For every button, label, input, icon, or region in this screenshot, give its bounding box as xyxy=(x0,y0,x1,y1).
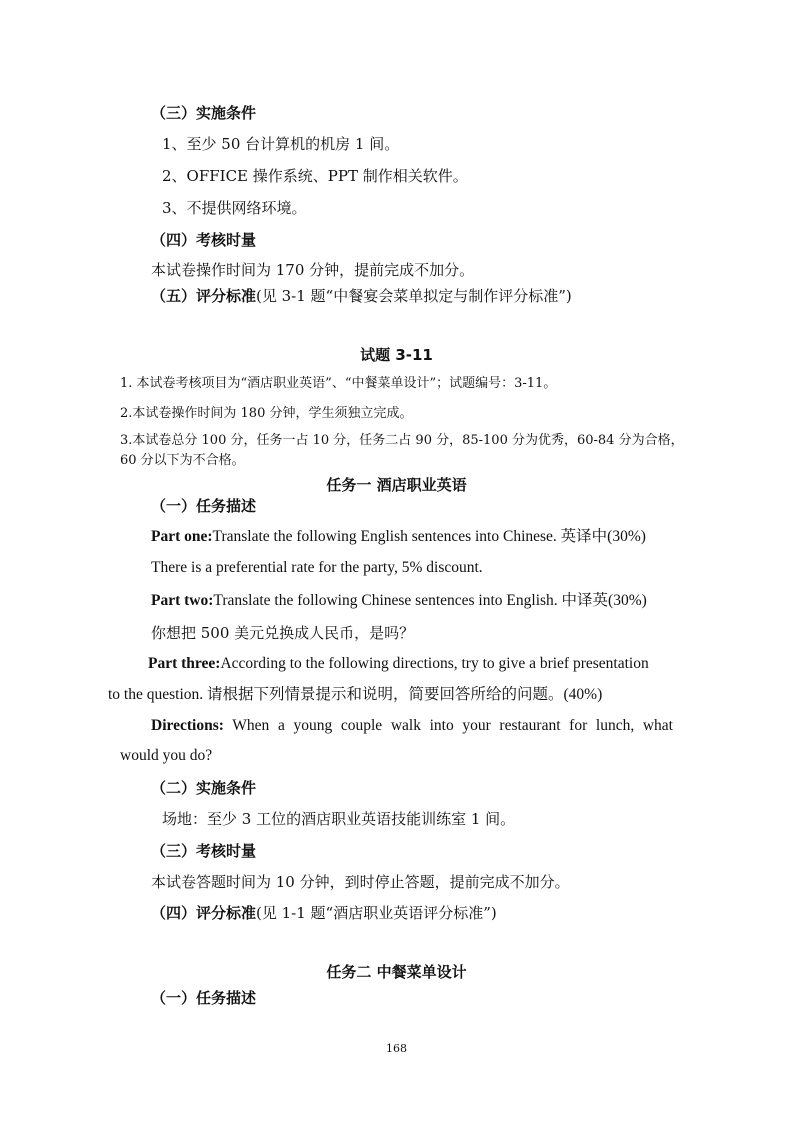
condition-item-2: 2、OFFICE 操作系统、PPT 制作相关软件。 xyxy=(162,167,468,185)
part-three-cont: to the question. 请根据下列情景提示和说明，简要回答所给的问题。(40%) xyxy=(108,686,603,703)
part-two-text: Translate the following Chinese sentences into English. 中译英(30%) xyxy=(213,592,647,609)
task2-title: 任务二 中餐菜单设计 xyxy=(326,963,467,981)
task1-conditions-text: 场地：至少 3 工位的酒店职业英语技能训练室 1 间。 xyxy=(162,810,516,828)
task1-time-heading: （三）考核时量 xyxy=(151,842,257,860)
task1-time-text: 本试卷答题时间为 10 分钟，到时停止答题，提前完成不加分。 xyxy=(151,873,570,891)
exam-note-4: 60 分以下为不合格。 xyxy=(120,453,245,468)
conditions-heading: （三）实施条件 xyxy=(151,104,257,122)
task1-title: 任务一 酒店职业英语 xyxy=(326,476,467,494)
directions-text: When a young couple walk into your restaurant for lunch, what xyxy=(232,717,673,734)
task1-desc-heading: （一）任务描述 xyxy=(151,497,257,515)
task1-conditions-heading: （二）实施条件 xyxy=(151,779,257,797)
part-one-sentence: There is a preferential rate for the party, 5% discount. xyxy=(151,559,483,576)
directions xyxy=(151,717,673,736)
scoring-note: (见 3-1 题“中餐宴会菜单拟定与制作评分标准”) xyxy=(256,287,572,305)
page-number: 168 xyxy=(386,1042,407,1055)
part-three xyxy=(148,655,649,674)
condition-item-3: 3、不提供网络环境。 xyxy=(162,199,307,217)
exam-note-3: 3.本试卷总分 100 分，任务一占 10 分，任务二占 90 分，85-100 分为优秀，60-84 分为合格， xyxy=(120,433,684,448)
scoring-heading: （五）评分标准 xyxy=(151,287,257,305)
exam-note-2: 2.本试卷操作时间为 180 分钟，学生须独立完成。 xyxy=(120,406,413,421)
directions-label: Directions: xyxy=(151,717,224,734)
task1-scoring-heading: （四）评分标准 xyxy=(151,904,257,922)
task2-desc-heading: （一）任务描述 xyxy=(151,989,257,1007)
part-two xyxy=(151,592,647,611)
part-three-text: According to the following directions, try to give a brief presentation xyxy=(220,655,649,672)
scoring-line xyxy=(151,287,572,305)
task1-scoring-line xyxy=(151,904,497,922)
part-one-label: Part one: xyxy=(151,528,213,545)
time-text: 本试卷操作时间为 170 分钟，提前完成不加分。 xyxy=(151,261,475,279)
part-two-label: Part two: xyxy=(151,592,214,609)
exam-title: 试题 3-11 xyxy=(360,346,433,364)
condition-item-1: 1、至少 50 台计算机的机房 1 间。 xyxy=(162,135,400,153)
part-one xyxy=(151,528,646,547)
task1-scoring-note: (见 1-1 题“酒店职业英语评分标准”) xyxy=(256,904,497,922)
directions-cont: would you do? xyxy=(120,747,213,764)
exam-note-1: 1. 本试卷考核项目为“酒店职业英语”、“中餐菜单设计”；试题编号：3-11。 xyxy=(120,376,557,391)
part-three-label: Part three: xyxy=(148,655,221,672)
part-one-text: Translate the following English sentences into Chinese. 英译中(30%) xyxy=(212,528,646,545)
time-heading: （四）考核时量 xyxy=(151,231,257,249)
part-two-sentence: 你想把 500 美元兑换成人民币，是吗？ xyxy=(151,624,415,642)
